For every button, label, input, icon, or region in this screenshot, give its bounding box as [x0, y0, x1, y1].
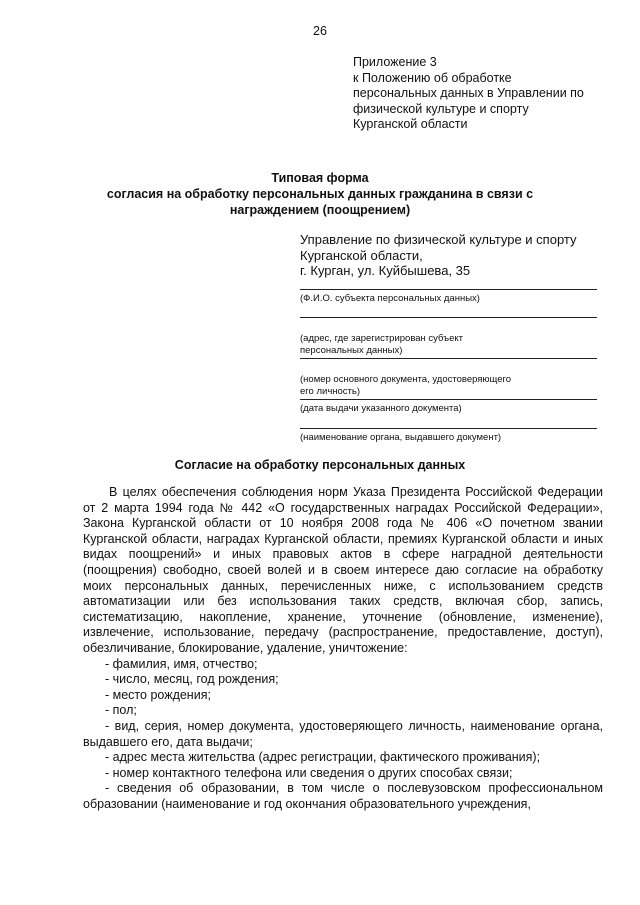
list-item: - место рождения;: [105, 687, 211, 702]
appendix-line: Приложение 3: [353, 55, 437, 69]
issuing-authority-field-label: (наименование органа, выдавшего документ): [300, 432, 502, 443]
list-item: - номер контактного телефона или сведения о других способах связи;: [105, 765, 513, 780]
appendix-line: Курганской области: [353, 117, 468, 131]
issue-date-field[interactable]: [300, 399, 597, 415]
document-number-field-label: (номер основного документа, удостоверяющего его личность): [300, 374, 512, 397]
addressee-line: Управление по физической культуре и спорту: [300, 232, 577, 247]
address-field-label: (адрес, где зарегистрирован субъект персональных данных): [300, 333, 464, 356]
list-item: - адрес места жительства (адрес регистрации, фактического проживания);: [105, 750, 541, 765]
addressee-line: г. Курган, ул. Куйбышева, 35: [300, 263, 471, 278]
list-item: - число, месяц, год рождения;: [105, 672, 279, 687]
consent-body: [83, 485, 603, 812]
list-item: - вид, серия, номер документа, удостоверяющего личность, наименование органа, выдавшего его, дата выдачи;: [83, 718, 603, 749]
form-title: [60, 170, 580, 218]
addressee-line: Курганской области,: [300, 247, 423, 263]
title-line: награждением (поощрением): [229, 203, 411, 217]
address-field[interactable]: [300, 317, 597, 357]
list-item: - фамилия, имя, отчество;: [105, 656, 258, 671]
addressee-block: [300, 232, 577, 279]
appendix-line: физической культуре и спорту: [353, 101, 529, 116]
document-number-field[interactable]: [300, 358, 597, 398]
appendix-note: [353, 55, 584, 133]
page-number: 26: [313, 24, 327, 38]
consent-intro: В целях обеспечения соблюдения норм Указа Президента Российской Федерации от 2 марта 1994 года № 442 «О государственных наградах Российской Федерации», Закона Курганской области от 10 ноября 2008 года № 406 «О почетном звании Курганской области, наградах Курганской области, премиях Курганской области и иных видах поощрений» и иных правовых актов в сфере наградной деятельности (поощрения) свободно, своей волей и в своем интересе даю согласие на обработку моих персональных данных, перечисленных ниже, с использованием средств автоматизации или без использования таких средств, включая сбор, запись, систематизацию, накопление, хранение, уточнение (обновление, изменение), извлечение, использование, передачу (распространение, предоставление, доступ), обезличивание, блокирование, удаление, уничтожение:: [83, 485, 603, 655]
appendix-line: персональных данных в Управлении по: [353, 86, 584, 100]
title-line: Типовая форма: [271, 171, 369, 185]
consent-title: Согласие на обработку персональных данных: [174, 458, 466, 472]
fio-field[interactable]: [300, 289, 597, 305]
list-item: - сведения об образовании, в том числе о послевузовском профессиональном образовании (наименование и год окончания образовательного учреждения,: [83, 781, 603, 811]
appendix-line: к Положению об обработке: [353, 70, 512, 85]
issue-date-field-label: (дата выдачи указанного документа): [300, 403, 462, 414]
title-line: согласия на обработку персональных данных гражданина в связи с: [106, 187, 534, 201]
issuing-authority-field[interactable]: [300, 428, 597, 444]
list-item: - пол;: [105, 703, 137, 718]
fio-field-label: (Ф.И.О. субъекта персональных данных): [300, 293, 480, 304]
